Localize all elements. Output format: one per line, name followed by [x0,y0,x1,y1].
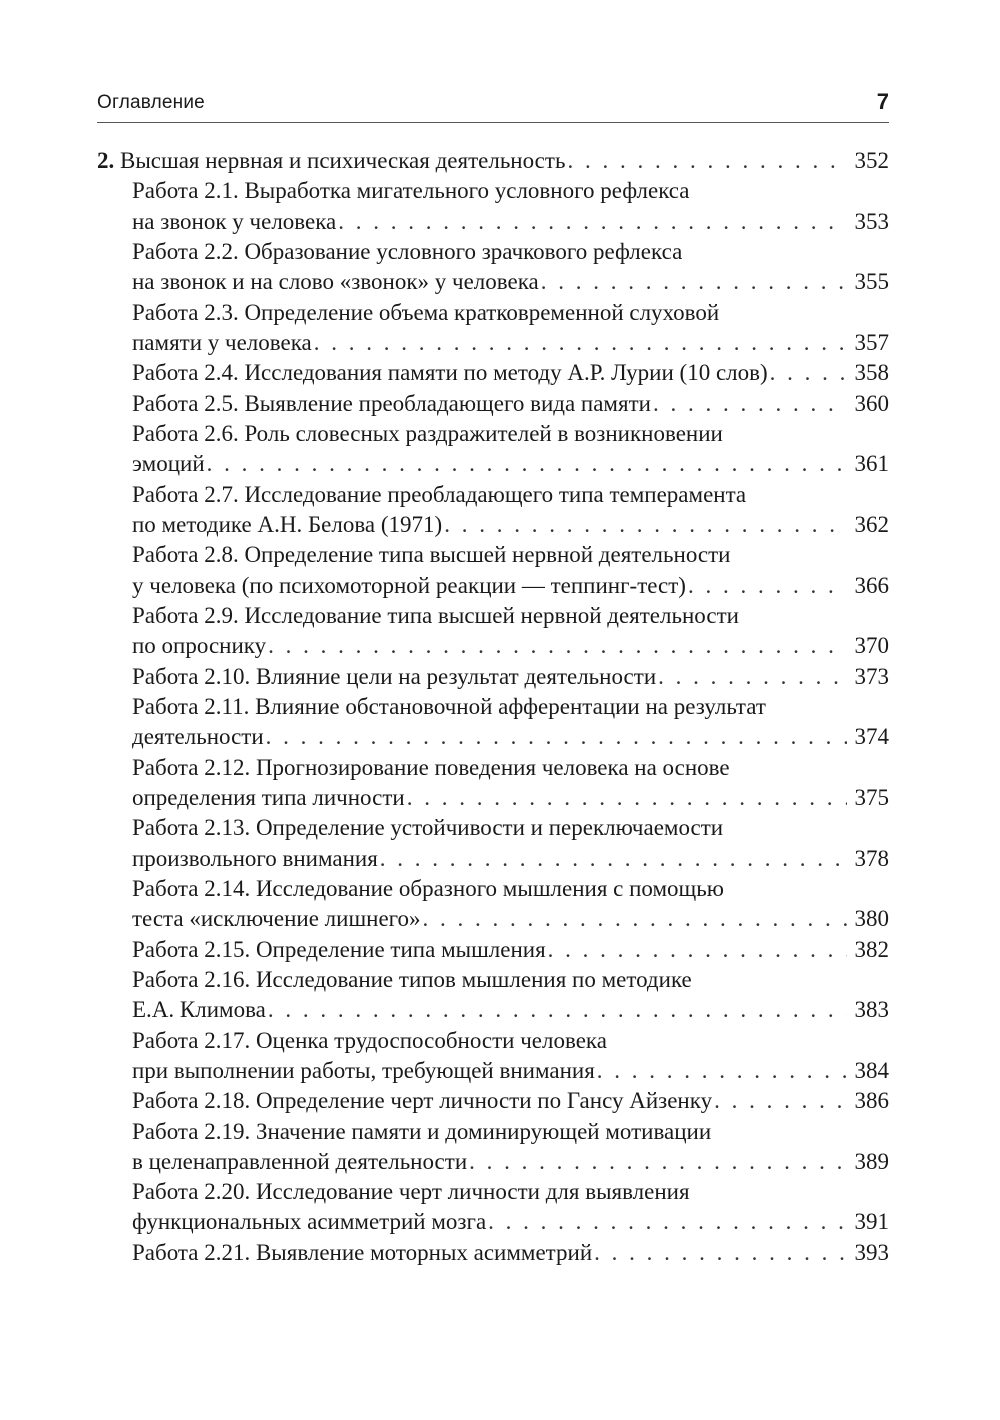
toc-chapter-entry [97,146,889,176]
dot-leader [338,207,846,237]
toc-chapter-title: Высшая нервная и психическая деятельность [120,148,566,173]
toc-entry-text: Работа 2.5. Выявление преобладающего вида памяти [132,390,651,416]
toc-entry [97,1026,889,1087]
toc-page-number: 378 [854,845,889,871]
toc-line [97,965,889,995]
toc-line [97,662,889,692]
toc-entry [97,813,889,874]
toc-page-number: 374 [854,724,889,750]
toc-line [97,480,889,510]
toc-entry-text: Работа 2.12. Прогнозирование поведения человека на основе [132,754,730,780]
toc-entry-text: Работа 2.8. Определение типа высшей нервной деятельности [132,542,731,568]
toc-entry [97,692,889,753]
toc-page-number: 380 [854,906,889,932]
dot-leader [541,267,847,297]
toc-page-number: 393 [854,1239,889,1265]
toc-line [97,540,889,570]
toc-entry [97,358,889,388]
toc-line [97,389,889,419]
toc-entry [97,965,889,1026]
toc-entry-text: по методике А.Н. Белова (1971) [132,511,443,537]
toc-entry [97,419,889,480]
toc-page-number: 361 [854,451,889,477]
toc-page-number: 357 [854,329,889,355]
running-header-title: Оглавление [97,92,205,113]
toc-entry-text: при выполнении работы, требующей внимания [132,1057,595,1083]
toc-entry-text: Работа 2.3. Определение объема кратковременной слуховой [132,299,720,325]
table-of-contents [97,146,889,1268]
toc-entry-text: Работа 2.4. Исследования памяти по методу А.Р. Лурии (10 слов) [132,360,768,386]
toc-entry [97,662,889,692]
toc-entry-text: Работа 2.19. Значение памяти и доминирующей мотивации [132,1118,712,1144]
toc-line [97,1147,889,1177]
toc-chapter-text [97,146,565,176]
dot-leader [380,844,847,874]
toc-entry [97,1086,889,1116]
dot-leader [548,935,847,965]
toc-entry-text: памяти у человека [132,329,312,355]
toc-entry-text: Работа 2.21. Выявление моторных асимметрий [132,1239,593,1265]
toc-line [97,722,889,752]
toc-line [97,419,889,449]
toc-entry [97,753,889,814]
toc-line [97,601,889,631]
toc-page-number: 382 [854,936,889,962]
dot-leader [567,146,846,176]
toc-entry [97,540,889,601]
toc-page-number: 370 [854,633,889,659]
toc-entry-text: теста «исключение лишнего» [132,906,421,932]
toc-entry [97,1177,889,1238]
dot-leader [488,1207,846,1237]
toc-entry [97,298,889,359]
toc-entry-text: Работа 2.9. Исследование типа высшей нервной деятельности [132,602,739,628]
toc-page-number: 386 [854,1088,889,1114]
toc-line [97,176,889,206]
toc-page-number: 383 [854,997,889,1023]
dot-leader [688,571,847,601]
running-header [97,88,889,123]
toc-line [97,571,889,601]
toc-page-number: 375 [854,784,889,810]
dot-leader [469,1147,846,1177]
toc-entry [97,480,889,541]
toc-entry-text: Работа 2.15. Определение типа мышления [132,936,546,962]
toc-entry-text: Работа 2.6. Роль словесных раздражителей в возникновении [132,420,723,446]
toc-line [97,1238,889,1268]
toc-line [97,298,889,328]
toc-line [97,328,889,358]
toc-entry-text: Работа 2.18. Определение черт личности по Гансу Айзенку [132,1088,713,1114]
toc-entry-text: Работа 2.10. Влияние цели на результат деятельности [132,663,657,689]
toc-line [97,874,889,904]
dot-leader [653,389,847,419]
page-number: 7 [876,89,889,114]
toc-line [97,207,889,237]
toc-line [97,358,889,388]
toc-entry [97,1238,889,1268]
toc-entry-text: Работа 2.1. Выработка мигательного условного рефлекса [132,178,690,204]
dot-leader [658,662,846,692]
toc-entry-text: у человека (по психомоторной реакции — теппинг-тест) [132,572,686,598]
toc-entry-text: функциональных асимметрий мозга [132,1209,487,1235]
toc-entry-text: Работа 2.17. Оценка трудоспособности человека [132,1027,607,1053]
toc-line [97,995,889,1025]
toc-line [97,753,889,783]
toc-entry [97,237,889,298]
toc-entry-text: Е.А. Климова [132,997,266,1023]
toc-line [97,510,889,540]
toc-entry [97,874,889,935]
toc-entry-text: Работа 2.2. Образование условного зрачкового рефлекса [132,238,683,264]
toc-page-number: 353 [854,208,889,234]
toc-line [97,783,889,813]
toc-entry [97,1117,889,1178]
toc-entry [97,601,889,662]
toc-chapter-number: 2. [97,148,115,173]
toc-entry-text: на звонок у человека [132,208,337,234]
toc-entry-text: в целенаправленной деятельности [132,1148,468,1174]
toc-entry-text: на звонок и на слово «звонок» у человека [132,269,539,295]
dot-leader [407,783,847,813]
toc-page-number: 358 [854,360,889,386]
toc-line [97,692,889,722]
toc-page-number: 362 [854,511,889,537]
toc-entry-text: Работа 2.20. Исследование черт личности для выявления [132,1179,690,1205]
toc-entry-text: произвольного внимания [132,845,378,871]
toc-entry [97,389,889,419]
toc-line [97,904,889,934]
toc-entry [97,935,889,965]
toc-line [97,449,889,479]
dot-leader [314,328,847,358]
toc-line [97,631,889,661]
dot-leader [268,631,846,661]
toc-items [97,176,889,1268]
dot-leader [266,722,847,752]
toc-entry [97,176,889,237]
toc-page-number: 355 [854,269,889,295]
toc-line [97,237,889,267]
toc-page-number: 384 [854,1057,889,1083]
dot-leader [423,904,847,934]
toc-page-number: 373 [854,663,889,689]
toc-line [97,935,889,965]
toc-entry-text: Работа 2.13. Определение устойчивости и переключаемости [132,815,724,841]
toc-line [97,1117,889,1147]
toc-page-number: 360 [854,390,889,416]
toc-line [97,1086,889,1116]
toc-line [97,1177,889,1207]
toc-line [97,146,889,176]
toc-entry-text: Работа 2.16. Исследование типов мышления по методике [132,966,692,992]
dot-leader [714,1086,846,1116]
toc-page-number: 352 [854,148,889,173]
dot-leader [444,510,846,540]
toc-entry-text: эмоций [132,451,205,477]
toc-line [97,1056,889,1086]
toc-entry-text: по опроснику [132,633,267,659]
dot-leader [268,995,847,1025]
toc-line [97,267,889,297]
dot-leader [770,358,847,388]
dot-leader [594,1238,846,1268]
toc-line [97,1207,889,1237]
toc-page-number: 391 [854,1209,889,1235]
toc-line [97,844,889,874]
toc-page-number: 366 [854,572,889,598]
toc-line [97,1026,889,1056]
toc-page-number: 389 [854,1148,889,1174]
toc-entry-text: определения типа личности [132,784,405,810]
dot-leader [207,449,847,479]
toc-entry-text: Работа 2.14. Исследование образного мышления с помощью [132,875,724,901]
toc-entry-text: деятельности [132,724,264,750]
toc-entry-text: Работа 2.11. Влияние обстановочной афферентации на результат [132,693,766,719]
toc-entry-text: Работа 2.7. Исследование преобладающего типа темперамента [132,481,747,507]
toc-line [97,813,889,843]
dot-leader [597,1056,847,1086]
